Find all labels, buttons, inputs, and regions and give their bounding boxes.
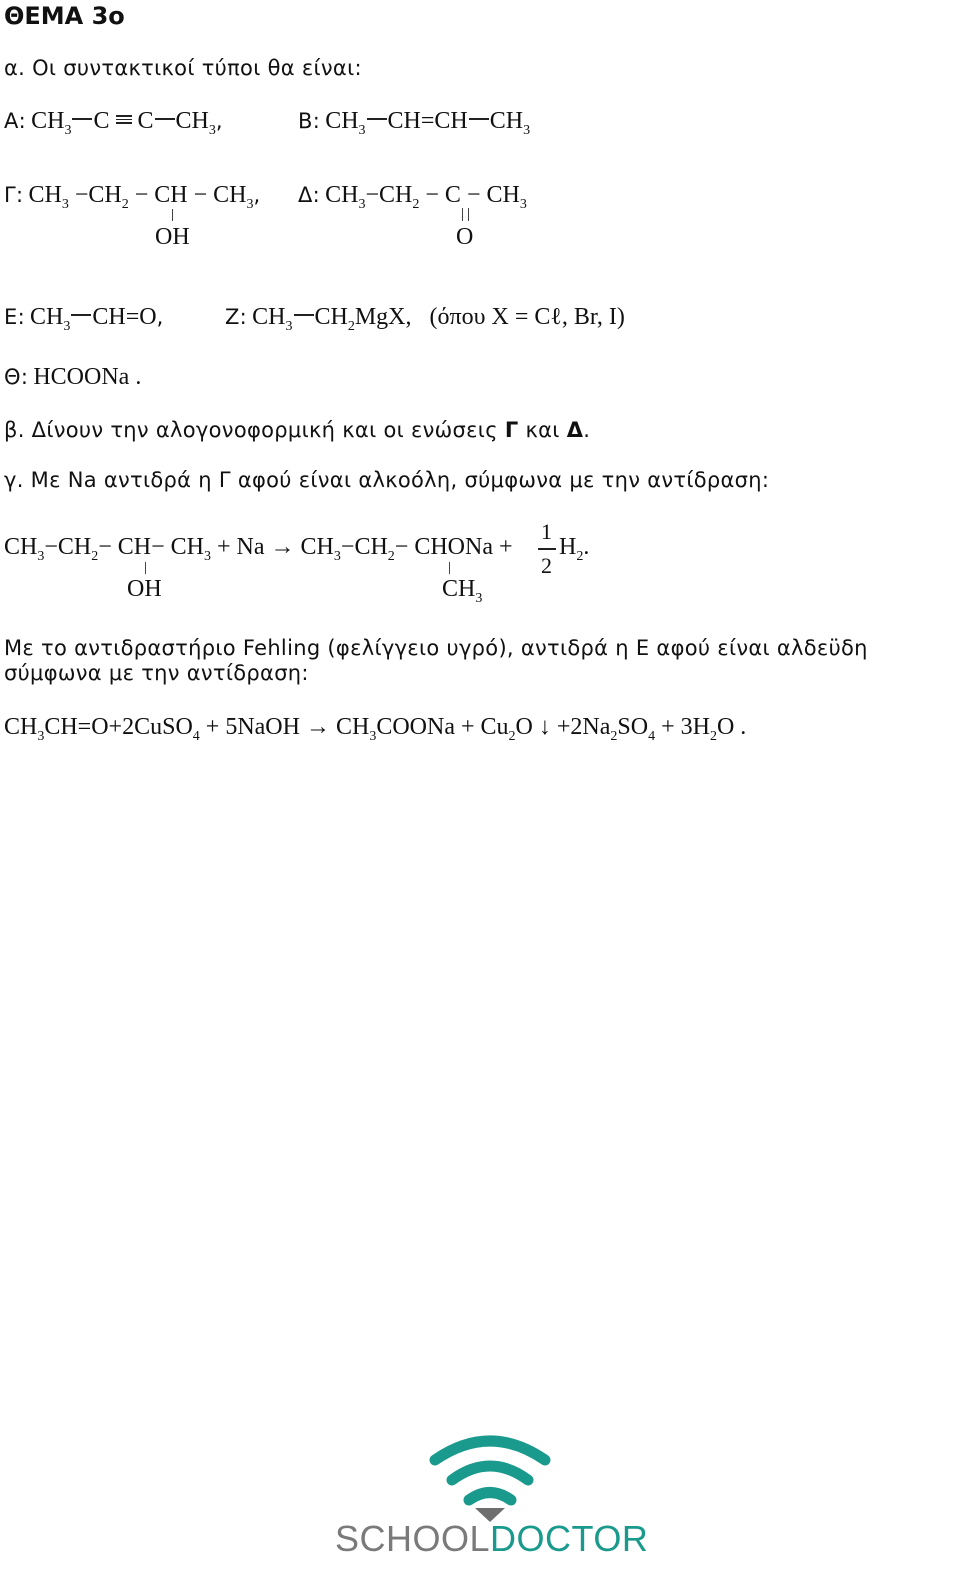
fraction-denominator: 2 xyxy=(541,553,552,578)
reaction-2-term: + 3H xyxy=(661,714,710,740)
reaction-1-ch: CH xyxy=(442,576,476,602)
formula-Z-mgx: MgX, xyxy=(354,304,412,330)
reaction-2-term: + 5NaOH → CH xyxy=(205,714,370,740)
single-bond xyxy=(72,118,92,120)
reaction-2-sub: 2 xyxy=(610,729,618,744)
fraction-numerator: 1 xyxy=(541,519,552,544)
reaction-1-sub: 3 xyxy=(37,549,45,564)
formula-D-sub: 2 xyxy=(412,197,420,212)
reaction-1-ch3 xyxy=(442,576,483,606)
reaction-2 xyxy=(4,714,747,744)
formula-B-label: Β: xyxy=(298,109,321,133)
formula-D-c: C xyxy=(444,182,461,208)
part-c-intro: γ. Με Na αντιδρά η Γ αφού είναι αλκοόλη, σύμφωνα με την αντίδραση: xyxy=(4,468,770,492)
formula-Z-sub: 3 xyxy=(285,319,293,334)
formula-G-label: Γ: xyxy=(4,183,24,207)
bond-vertical xyxy=(172,209,173,221)
reaction-2-term: O . xyxy=(716,714,747,740)
formula-G: Γ: $CH_3 -CH_2$ − CH − $CH_3$, xyxy=(4,182,261,212)
formula-B-sub: 3 xyxy=(523,123,531,138)
formula-Z-ch2: CH xyxy=(314,304,348,330)
formula-D-sub: 3 xyxy=(358,197,366,212)
formula-G-sub: 3 xyxy=(61,197,69,212)
formula-Z-label: Ζ: xyxy=(225,305,248,329)
reaction-1-oh: OH xyxy=(127,576,162,602)
formula-G-ch: CH xyxy=(154,182,188,208)
part-b-text: και xyxy=(518,418,567,442)
logo-text-doctor: DOCTOR xyxy=(490,1518,649,1559)
formula-A-label: Α: xyxy=(4,109,27,133)
formula-Z-ch3: CH xyxy=(252,304,286,330)
formula-TH-label: Θ: xyxy=(4,365,29,389)
formula-G-sub: 2 xyxy=(121,197,129,212)
part-a-intro: α. Οι συντακτικοί τύποι θα είναι: xyxy=(4,56,362,80)
formula-G-oh: OH xyxy=(155,224,190,250)
formula-E-comma: , xyxy=(156,305,164,329)
triple-bond xyxy=(116,113,132,126)
schooldoctor-logo xyxy=(335,1430,649,1565)
formula-TH-hcoona: HCOONa xyxy=(33,364,130,390)
reaction-2-sub: 3 xyxy=(37,729,45,744)
formula-E xyxy=(4,304,164,334)
formula-Z xyxy=(225,304,625,334)
formula-G-ch3: CH xyxy=(213,182,247,208)
formula-B-ch-ch: CH=CH xyxy=(387,108,468,134)
reaction-2-sub: 4 xyxy=(648,729,656,744)
formula-E-sub: 3 xyxy=(63,319,71,334)
reaction-1-sub: 3 xyxy=(204,549,212,564)
reaction-1-period: . xyxy=(583,534,590,560)
part-b xyxy=(4,418,590,442)
formula-D-ch3: CH xyxy=(325,182,359,208)
formula-D: Δ: $CH_3-CH_2 - C - CH_3$ xyxy=(298,182,527,212)
reaction-2-term: CH xyxy=(4,714,38,740)
reaction-1-sub: 3 xyxy=(333,549,341,564)
formula-E-cho: CH=O xyxy=(92,304,157,330)
reaction-2-term: COONa + Cu xyxy=(376,714,509,740)
reaction-2-sub: 2 xyxy=(709,729,717,744)
formula-A xyxy=(4,108,223,138)
logo-text xyxy=(335,1518,649,1560)
formula-Z-note: (όπου X = Cℓ, Br, I) xyxy=(429,304,625,330)
single-bond xyxy=(469,118,489,120)
formula-D-o: O xyxy=(456,224,474,250)
part-b-compound-D: Δ xyxy=(566,418,584,442)
bond-vertical xyxy=(145,562,146,574)
reaction-2-sub: 3 xyxy=(369,729,377,744)
reaction-1-term: CH xyxy=(354,534,388,560)
formula-TH xyxy=(4,364,141,391)
reaction-1-term: CHONa + xyxy=(414,534,513,560)
formula-D-ch3: CH xyxy=(486,182,520,208)
formula-E-label: Ε: xyxy=(4,305,25,329)
page-title: ΘΕΜΑ 3ο xyxy=(4,2,125,30)
reaction-2-term: CH=O+2CuSO xyxy=(44,714,193,740)
formula-A-ch3-right: CH xyxy=(175,108,209,134)
reaction-2-sub: 4 xyxy=(192,729,200,744)
reaction-2-sub: 2 xyxy=(508,729,516,744)
formula-A-comma: , xyxy=(215,109,223,133)
reaction-1-term: CH xyxy=(4,534,38,560)
reaction-1-sub: 2 xyxy=(387,549,395,564)
part-b-compound-G: Γ xyxy=(504,418,519,442)
formula-A-sub: 3 xyxy=(208,123,216,138)
reaction-1-term: CH xyxy=(170,534,205,560)
formula-B-sub: 3 xyxy=(358,123,366,138)
formula-TH-period: . xyxy=(135,364,142,390)
double-bond-vertical xyxy=(462,208,469,221)
reaction-1-term: CH xyxy=(117,534,152,560)
formula-E-ch3: CH xyxy=(30,304,64,330)
part-b-text: . xyxy=(583,418,591,442)
logo-text-school: SCHOOL xyxy=(335,1518,491,1559)
reaction-1-sub: 2 xyxy=(576,549,584,564)
reaction-1-na: + Na → xyxy=(217,534,295,560)
bond-vertical xyxy=(449,562,450,574)
single-bond xyxy=(294,314,314,316)
single-bond xyxy=(155,118,175,120)
formula-G-comma: , xyxy=(253,183,261,207)
reaction-1-h: H xyxy=(559,534,577,560)
fehling-text: Με το αντιδραστήριο Fehling (φελίγγειο υγρό), αντιδρά η Ε αφού είναι αλδεϋδη σύμφωνα με την αντίδραση: xyxy=(4,636,868,685)
formula-Z-sub: 2 xyxy=(347,319,355,334)
formula-B-ch3: CH xyxy=(325,108,359,134)
single-bond xyxy=(71,314,91,316)
reaction-1-term: CH xyxy=(57,534,92,560)
formula-B xyxy=(298,108,531,138)
reaction-1-sub: 2 xyxy=(91,549,99,564)
formula-D-label: Δ: xyxy=(298,183,321,207)
reaction-1-h2 xyxy=(559,534,590,564)
formula-G-ch3: CH xyxy=(28,182,62,208)
formula-B-ch3: CH xyxy=(489,108,524,134)
formula-G-ch2: CH xyxy=(88,182,122,208)
formula-A-c: C xyxy=(93,108,110,134)
single-bond xyxy=(367,118,387,120)
fraction-bar xyxy=(538,548,556,550)
reaction-2-term: O ↓ +2Na xyxy=(515,714,611,740)
formula-G-sub: 3 xyxy=(246,197,254,212)
reaction-1: $CH_3-CH_2- CH- CH_3 + Na \to CH_3-CH_2-$ CHONa + xyxy=(4,534,513,564)
reaction-1-term: CH xyxy=(300,534,334,560)
formula-A-c: C xyxy=(137,108,154,134)
formula-A-sub: 3 xyxy=(64,123,72,138)
reaction-1-sub: 3 xyxy=(475,591,483,606)
part-b-text: β. Δίνουν την αλογονοφορμική και οι ενώσεις xyxy=(4,418,505,442)
formula-A-ch3-left: CH xyxy=(31,108,65,134)
reaction-2-term: SO xyxy=(617,714,649,740)
formula-D-ch2: CH xyxy=(379,182,413,208)
formula-D-sub: 3 xyxy=(519,197,527,212)
